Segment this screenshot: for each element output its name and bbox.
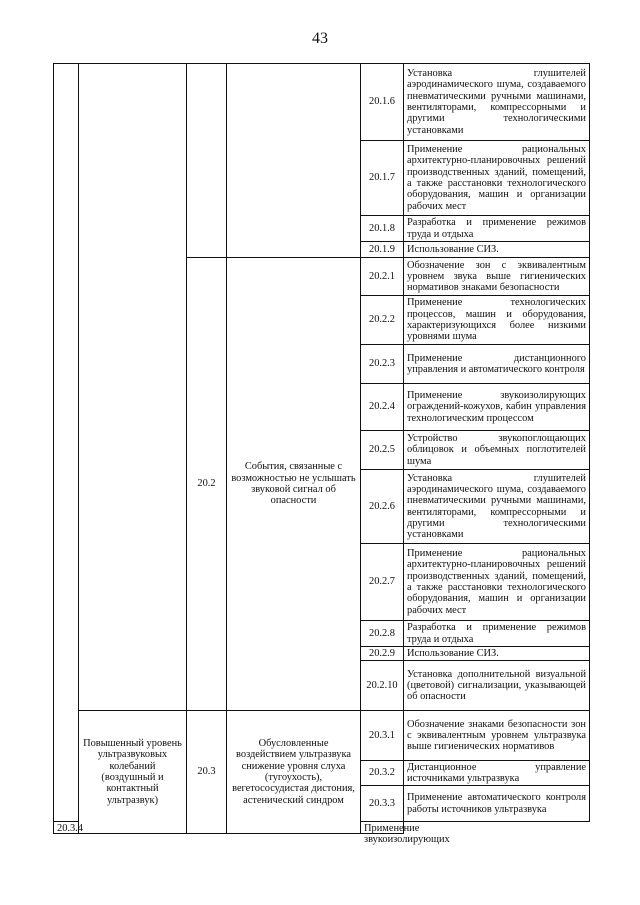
event-code-cell: 20.2	[187, 258, 227, 711]
measure-number: 20.1.8	[361, 216, 404, 242]
measure-number: 20.2.3	[361, 345, 404, 384]
measure-text	[361, 822, 450, 845]
page-number: 43	[312, 30, 328, 47]
hazard-cell: Повышенный уровень ультразвуковых колебаний (воздушный и контактный ультразвук)	[79, 711, 187, 834]
measure-text: Разработка и применение режимов труда и отдыха	[404, 216, 590, 242]
measure-number: 20.2.9	[361, 647, 404, 661]
event-description-cell: События, связанные с возможностью не услышать звуковой сигнал об опасности	[227, 258, 361, 711]
hazard-cell	[79, 64, 187, 711]
table-row	[54, 711, 590, 761]
measure-number: 20.2.6	[361, 470, 404, 544]
measure-text: Установка глушителей аэродинамического шума, создаваемого пневматическими ручными машинами, вентиляторами, компрессорными и другими технологическими установками	[404, 64, 590, 141]
measure-number: 20.2.4	[361, 384, 404, 431]
measure-text: Установка дополнительной визуальной (цветовой) сигнализации, указывающей об опасности	[404, 661, 590, 711]
measure-number: 20.2.7	[361, 544, 404, 621]
measure-number-text: 20.3.4	[57, 822, 83, 834]
event-code-cell	[187, 64, 227, 258]
measure-number: 20.1.7	[361, 141, 404, 216]
index-column-cell	[54, 64, 79, 822]
measure-number	[54, 822, 83, 834]
measure-text: Обозначение знаками безопасности зон с эквивалентным уровнем ультразвука выше гигиенических нормативов	[404, 711, 590, 761]
measure-number: 20.2.5	[361, 431, 404, 470]
measure-number: 20.2.10	[361, 661, 404, 711]
table-row	[54, 64, 590, 141]
event-description-cell	[227, 64, 361, 258]
measure-text: Применение рациональных архитектурно-планировочных решений производственных зданий, помещений, а также расстановки технологического оборудования, машин и организации рабочих мест	[404, 141, 590, 216]
measure-number: 20.3.3	[361, 786, 404, 822]
measure-text: Дистанционное управление источниками ультразвука	[404, 761, 590, 786]
measure-text: Применение технологических процессов, машин и оборудования, характеризующихся более низкими уровнями шума	[404, 296, 590, 345]
measure-number: 20.1.9	[361, 242, 404, 258]
measure-number: 20.2.2	[361, 296, 404, 345]
measure-text: Использование СИЗ.	[404, 647, 590, 661]
measure-text: Применение звукоизолирующих ограждений-кожухов, кабин управления технологическим процессом	[404, 384, 590, 431]
measure-text: Обозначение зон с эквивалентным уровнем звука выше гигиенических нормативов знаками безопасности	[404, 258, 590, 296]
measure-text: Устройство звукопоглощающих облицовок и объемных поглотителей шума	[404, 431, 590, 470]
event-description-cell: Обусловленные воздействием ультразвука снижение уровня слуха (тугоухость), вегетососудистая дистония, астенический синдром	[227, 711, 361, 834]
measure-number: 20.1.6	[361, 64, 404, 141]
measure-number: 20.2.1	[361, 258, 404, 296]
measure-number: 20.2.8	[361, 621, 404, 647]
measure-number: 20.3.1	[361, 711, 404, 761]
measure-text: Применение рациональных архитектурно-планировочных решений производственных зданий, помещений, а также расстановки технологического оборудования, машин и организации рабочих мест	[404, 544, 590, 621]
measure-text: Установка глушителей аэродинамического шума, создаваемого пневматическими ручными машинами, вентиляторами, компрессорными и другими технологическими установками	[404, 470, 590, 544]
measure-number: 20.3.2	[361, 761, 404, 786]
hazard-measures-table	[53, 63, 590, 845]
event-code-cell: 20.3	[187, 711, 227, 834]
measure-text: Применение дистанционного управления и автоматического контроля	[404, 345, 590, 384]
measure-text: Применение автоматического контроля работы источников ультразвука	[404, 786, 590, 822]
measure-text: Использование СИЗ.	[404, 242, 590, 258]
measure-text-content: Применение звукоизолирующих	[364, 822, 450, 845]
measure-text: Разработка и применение режимов труда и отдыха	[404, 621, 590, 647]
